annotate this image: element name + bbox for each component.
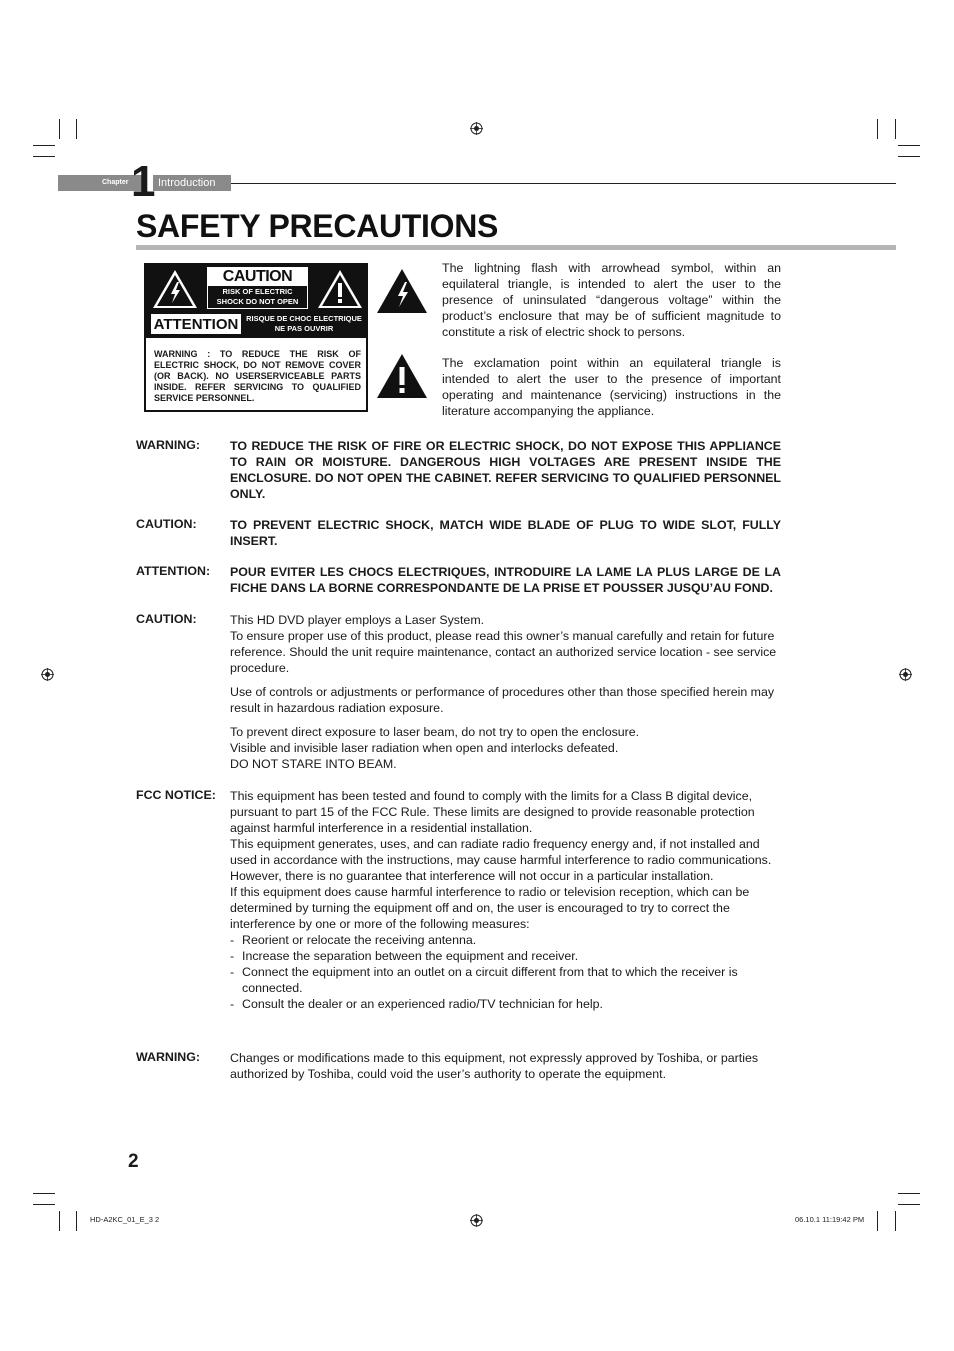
caution-label bbox=[144, 263, 368, 412]
caution-label-header bbox=[146, 265, 366, 338]
lightning-symbol-text: The lightning flash with arrowhead symbol, within an equilateral triangle, is intended to alert the user to the presence of uninsulated “dangerous voltage” within the product’s enclosure that may be of sufficient magnitude to constitute a risk of electric shock to persons. bbox=[442, 261, 781, 339]
fcc-label: FCC NOTICE: bbox=[136, 788, 216, 802]
laser-line: Visible and invisible laser radiation when open and interlocks defeated. bbox=[230, 741, 619, 755]
caution-plug-text: TO PREVENT ELECTRIC SHOCK, MATCH WIDE BLADE OF PLUG TO WIDE SLOT, FULLY INSERT. bbox=[230, 518, 781, 548]
laser-caution-body bbox=[230, 612, 781, 772]
fcc-paragraph: If this equipment does cause harmful interference to radio or television reception, which can be determined by turning the equipment off and on, the user is encouraged to try to correct the interference by one or more of the following measures: bbox=[230, 885, 750, 931]
label-warning-text: WARNING : TO REDUCE THE RISK OF ELECTRIC SHOCK, DO NOT REMOVE COVER (OR BACK). NO USERSERVICEABLE PARTS INSIDE. REFER SERVICING TO QUALIFIED SERVICE PERSONNEL. bbox=[154, 349, 361, 403]
registration-mark-icon bbox=[470, 1214, 483, 1227]
exclamation-warning-icon bbox=[316, 268, 364, 310]
fcc-measures-list bbox=[230, 932, 781, 1012]
header-rule bbox=[231, 183, 896, 184]
attention-subtext: RISQUE DE CHOC ELECTRIQUE NE PAS OUVRIR bbox=[246, 314, 362, 333]
modification-warning-text: Changes or modifications made to this equipment, not expressly approved by Toshiba, or parties authorized by Toshiba, could void the user’s authority to operate the equipment. bbox=[230, 1051, 759, 1081]
list-item: - Consult the dealer or an experienced radio/TV technician for help. bbox=[230, 996, 781, 1012]
page-title: SAFETY PRECAUTIONS bbox=[136, 208, 499, 244]
attention-heading: ATTENTION bbox=[150, 313, 242, 335]
laser-line: This HD DVD player employs a Laser System. bbox=[230, 613, 485, 627]
laser-line: To prevent direct exposure to laser beam, do not try to open the enclosure. bbox=[230, 725, 640, 739]
laser-line: To ensure proper use of this product, please read this owner’s manual carefully and retain for future reference. Should the unit require maintenance, contact an authorized service location - see service procedure. bbox=[230, 629, 777, 675]
fcc-body bbox=[230, 788, 781, 1012]
chapter-word: Chapter bbox=[102, 179, 129, 186]
attention-label-row: ATTENTION: bbox=[136, 564, 211, 578]
caution-box bbox=[207, 267, 308, 309]
caution-subtext: RISK OF ELECTRIC SHOCK DO NOT OPEN bbox=[216, 287, 299, 306]
caution-heading: CAUTION bbox=[208, 268, 307, 286]
warning-label: WARNING: bbox=[136, 438, 201, 452]
page-number: 2 bbox=[128, 1151, 139, 1172]
footer-timestamp: 06.10.1 11:19:42 PM bbox=[795, 1215, 865, 1224]
list-item: - Reorient or relocate the receiving antenna. bbox=[230, 932, 781, 948]
lightning-warning-icon bbox=[151, 268, 199, 310]
registration-mark-icon bbox=[470, 122, 483, 135]
chapter-section-tab: Introduction bbox=[153, 175, 231, 191]
fcc-paragraph: However, there is no guarantee that interference will not occur in a particular installation. bbox=[230, 869, 714, 883]
list-item: - Increase the separation between the equipment and receiver. bbox=[230, 948, 781, 964]
attention-text: POUR EVITER LES CHOCS ELECTRIQUES, INTRODUIRE LA LAME LA PLUS LARGE DE LA FICHE DANS LA BORNE CORRESPONDANTE DE LA PRISE ET POUSSER JUSQU’AU FOND. bbox=[230, 565, 781, 595]
fcc-paragraph: This equipment has been tested and found to comply with the limits for a Class B digital device, pursuant to part 15 of the FCC Rule. These limits are designed to provide reasonable protection against harmful interference in a residential installation. bbox=[230, 789, 755, 835]
caution-label-row: CAUTION: bbox=[136, 517, 197, 531]
list-item: - Connect the equipment into an outlet on a circuit different from that to which the receiver is connected. bbox=[230, 964, 781, 996]
laser-line: Use of controls or adjustments or performance of procedures other than those specified herein may result in hazardous radiation exposure. bbox=[230, 685, 775, 715]
exclamation-symbol-text: The exclamation point within an equilateral triangle is intended to alert the user to the presence of important operating and maintenance (servicing) instructions in the literature accompanying the appliance. bbox=[442, 356, 781, 418]
registration-mark-icon bbox=[41, 668, 54, 681]
warning-text: TO REDUCE THE RISK OF FIRE OR ELECTRIC SHOCK, DO NOT EXPOSE THIS APPLIANCE TO RAIN OR MOISTURE. DANGEROUS HIGH VOLTAGES ARE PRESENT INSIDE THE ENCLOSURE. DO NOT OPEN THE CABINET. REFER SERVICING TO QUALIFIED PERSONNEL ONLY. bbox=[230, 439, 781, 501]
registration-mark-icon bbox=[899, 668, 912, 681]
fcc-paragraph: This equipment generates, uses, and can radiate radio frequency energy and, if not installed and used in accordance with the instructions, may cause harmful interference to radio communications. bbox=[230, 837, 772, 867]
title-rule bbox=[136, 245, 896, 250]
laser-line: DO NOT STARE INTO BEAM. bbox=[230, 757, 397, 771]
laser-caution-label: CAUTION: bbox=[136, 612, 197, 626]
lightning-symbol-icon bbox=[376, 268, 428, 314]
exclamation-symbol-icon bbox=[376, 353, 428, 399]
modification-warning-label: WARNING: bbox=[136, 1050, 201, 1064]
footer-file-id: HD-A2KC_01_E_3 2 bbox=[90, 1215, 160, 1224]
chapter-number: 1 bbox=[131, 157, 154, 206]
